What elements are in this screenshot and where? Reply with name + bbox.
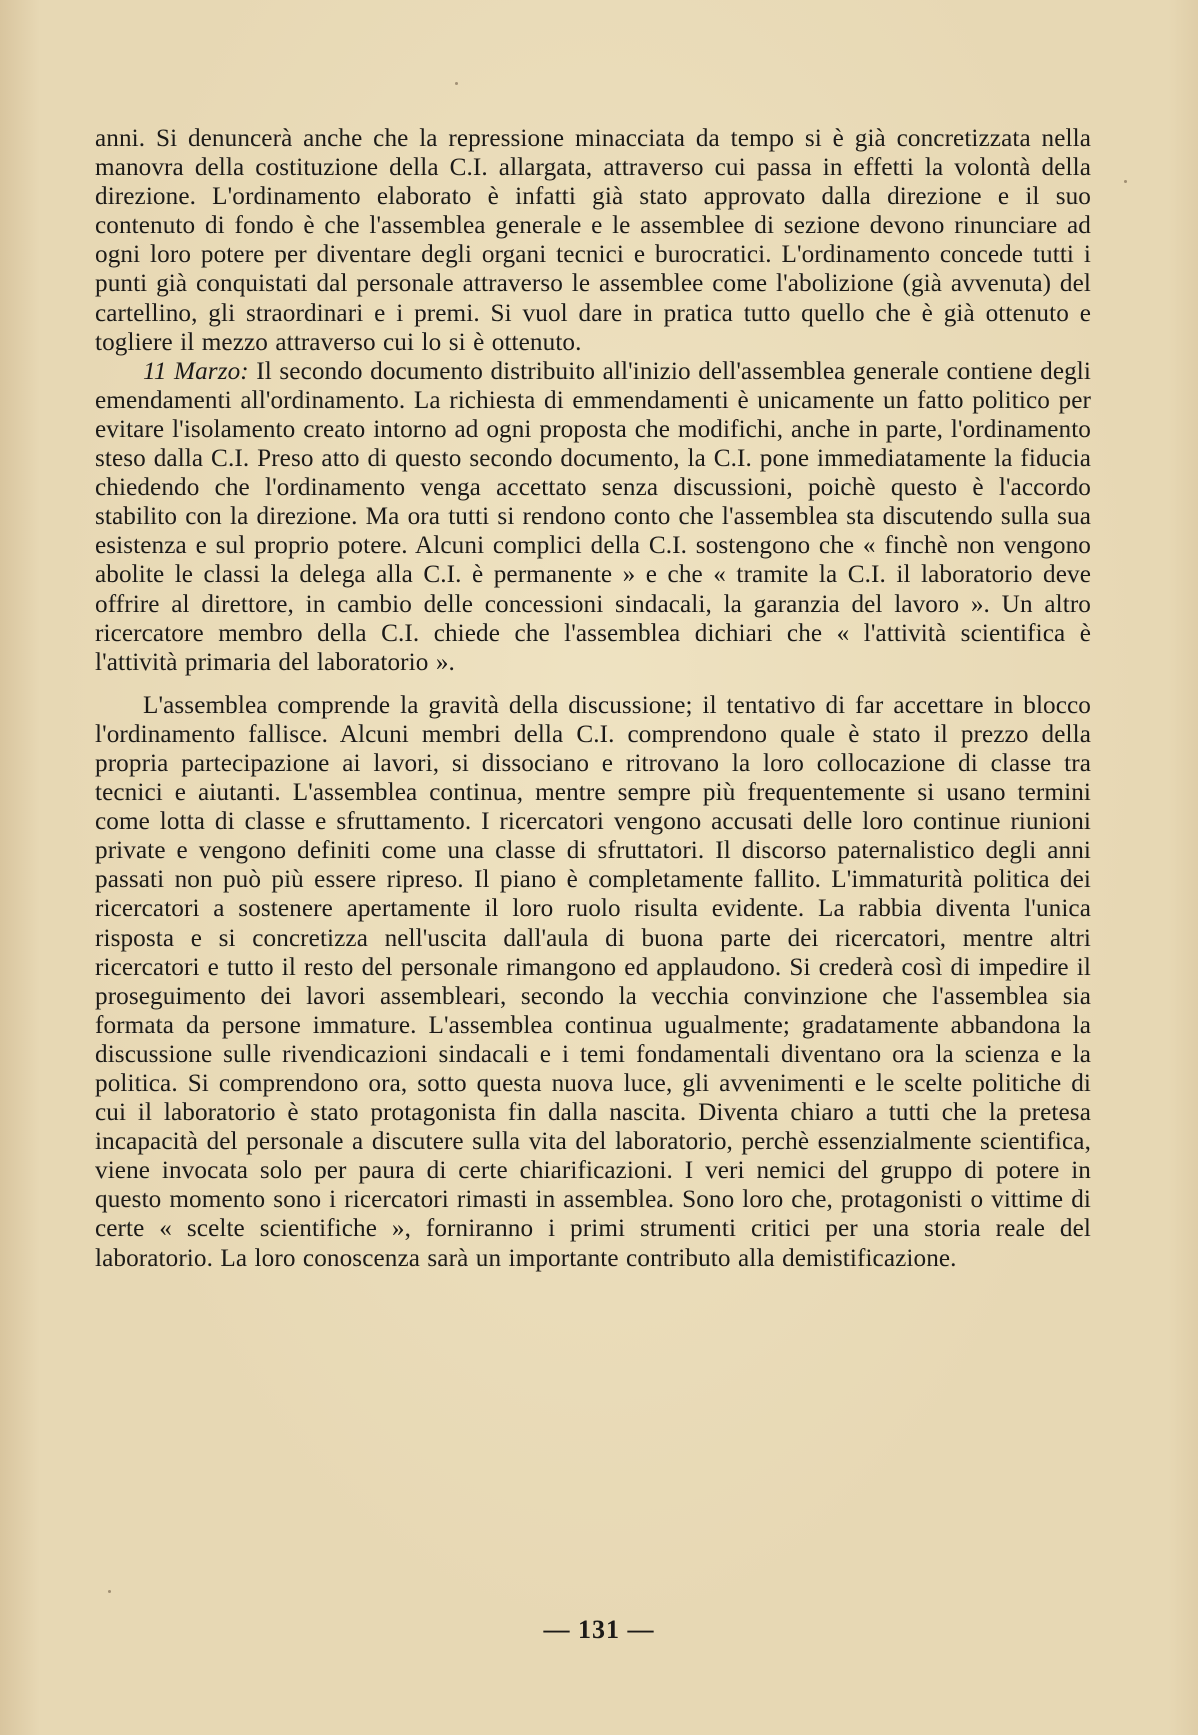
- date-heading-11-marzo: 11 Marzo:: [143, 357, 249, 385]
- paragraph-1-text: anni. Si denuncerà anche che la repressione minacciata da tempo si è già concretizzata nella manovra della costituzione della C.I. allargata, attraverso cui passa in effetti la volontà della direzione. L'ordinamento elaborato è infatti già stato approvato dalla direzione e il suo contenuto di fondo è che l'assemblea generale e le assemblee di sezione devono rinunciare ad ogni loro potere per diventare degli organi tecnici e burocratici. L'ordinamento concede tutti i punti già conquistati dal personale attraverso le assemblee come l'abolizione (già avvenuta) del cartellino, gli straordinari e i premi. Si vuol dare in pratica tutto quello che è già ottenuto e togliere il mezzo attraverso cui lo si è ottenuto.: [95, 125, 1091, 356]
- page-number: — 131 —: [543, 1615, 655, 1644]
- paragraph-3: [95, 691, 1091, 1273]
- paragraph-gap: [95, 677, 1091, 691]
- paragraph-1: [95, 124, 1091, 357]
- paper-speck: [455, 82, 458, 85]
- paragraph-2-text: Il secondo documento distribuito all'inizio dell'assemblea generale contiene degli emendamenti all'ordinamento. La richiesta di emmendamenti è unicamente un fatto politico per evitare l'isolamento creato intorno ad ogni proposta che modifichi, anche in parte, l'ordinamento steso dalla C.I. Preso atto di questo secondo documento, la C.I. pone immediatamente la fiducia chiedendo che l'ordinamento venga accettato senza discussioni, poichè questo è l'accordo stabilito con la direzione. Ma ora tutti si rendono conto che l'assemblea sta discutendo sulla sua esistenza e sul proprio potere. Alcuni complici della C.I. sostengono che « finchè non vengono abolite le classi la delega alla C.I. è permanente » e che « tramite la C.I. il laboratorio deve offrire al direttore, in cambio delle concessioni sindacali, la garanzia del lavoro ». Un altro ricercatore membro della C.I. chiede che l'assemblea dichiari che « l'attività scientifica è l'attività primaria del laboratorio ».: [95, 357, 1091, 676]
- paragraph-2: [95, 357, 1091, 677]
- text-block: [95, 124, 1091, 1273]
- paper-speck: [108, 1590, 111, 1593]
- paragraph-3-text: L'assemblea comprende la gravità della discussione; il tentativo di far accettare in blocco l'ordinamento fallisce. Alcuni membri della C.I. comprendono quale è stato il prezzo della propria partecipazione ai lavori, si dissociano e ritrovano la loro collocazione di classe tra tecnici e aiutanti. L'assemblea continua, mentre sempre più frequentemente si usano termini come lotta di classe e sfruttamento. I ricercatori vengono accusati delle loro continue riunioni private e vengono definiti come una classe di sfruttatori. Il discorso paternalistico degli anni passati non può più essere ripreso. Il piano è completamente fallito. L'immaturità politica dei ricercatori a sostenere apertamente il loro ruolo risulta evidente. La rabbia diventa l'unica risposta e si concretizza nell'uscita dall'aula di buona parte dei ricercatori, mentre altri ricercatori e tutto il resto del personale rimangono ed applaudono. Si crederà così di impedire il proseguimento dei lavori assembleari, secondo la vecchia convinzione che l'assemblea sia formata da persone immature. L'assemblea continua ugualmente; gradatamente abbandona la discussione sulle rivendicazioni sindacali e i temi fondamentali diventano ora la scienza e la politica. Si comprendono ora, sotto questa nuova luce, gli avvenimenti e le scelte politiche di cui il laboratorio è stato protagonista fin dalla nascita. Diventa chiaro a tutti che la pretesa incapacità del personale a discutere sulla vita del laboratorio, perchè essenzialmente scientifica, viene invocata solo per paura di certe chiarificazioni. I veri nemici del gruppo di potere in questo momento sono i ricercatori rimasti in assemblea. Sono loro che, protagonisti o vittime di certe « scelte scientifiche », forniranno i primi strumenti critici per una storia reale del laboratorio. La loro conoscenza sarà un importante contributo alla demistificazione.: [95, 691, 1091, 1272]
- page-body: [95, 124, 1091, 1724]
- paper-speck: [1124, 180, 1127, 183]
